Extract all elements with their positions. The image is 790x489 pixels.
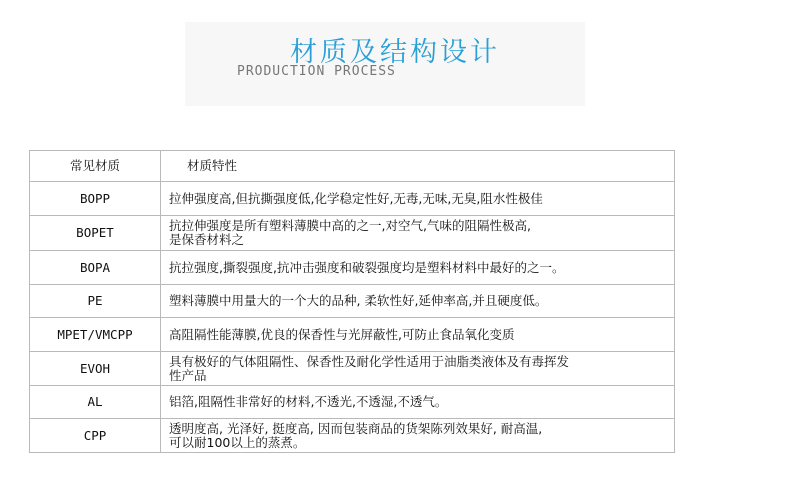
material-name: BOPA [30, 251, 161, 285]
material-property: 透明度高, 光泽好, 挺度高, 因而包装商品的货架陈列效果好, 耐高温, 可以耐100以上的蒸煮。 [161, 419, 675, 453]
page-title: 材质及结构设计 [290, 37, 500, 68]
material-property: 抗拉强度,撕裂强度,抗冲击强度和破裂强度均是塑料材料中最好的之一。 [161, 251, 675, 285]
material-name: EVOH [30, 352, 161, 386]
table-row [30, 285, 675, 318]
material-property: 铝箔,阻隔性非常好的材料,不透光,不透湿,不透气。 [161, 386, 675, 419]
material-property: 拉伸强度高,但抗撕强度低,化学稳定性好,无毒,无味,无臭,阻水性极佳 [161, 182, 675, 216]
material-name: MPET/VMCPP [30, 318, 161, 352]
material-name: CPP [30, 419, 161, 453]
material-name: PE [30, 285, 161, 318]
table-row [30, 352, 675, 386]
material-property: 抗拉伸强度是所有塑料薄膜中高的之一,对空气,气味的阻隔性极高, 是保香材料之 [161, 216, 675, 251]
page-subtitle: PRODUCTION PROCESS [237, 64, 396, 79]
table-row [30, 251, 675, 285]
table-header-row [30, 151, 675, 182]
table-row [30, 318, 675, 352]
table-row [30, 182, 675, 216]
material-name: BOPET [30, 216, 161, 251]
material-name: AL [30, 386, 161, 419]
column-header-property: 材质特性 [161, 151, 675, 182]
table-row [30, 216, 675, 251]
material-property: 塑料薄膜中用量大的一个大的品种, 柔软性好,延伸率高,并且硬度低。 [161, 285, 675, 318]
material-name: BOPP [30, 182, 161, 216]
material-property: 高阻隔性能薄膜,优良的保香性与光屏蔽性,可防止食品氧化变质 [161, 318, 675, 352]
table-row [30, 386, 675, 419]
table-row [30, 419, 675, 453]
material-property: 具有极好的气体阻隔性、保香性及耐化学性适用于油脂类液体及有毒挥发 性产品 [161, 352, 675, 386]
materials-table [29, 150, 675, 453]
column-header-material: 常见材质 [30, 151, 161, 182]
